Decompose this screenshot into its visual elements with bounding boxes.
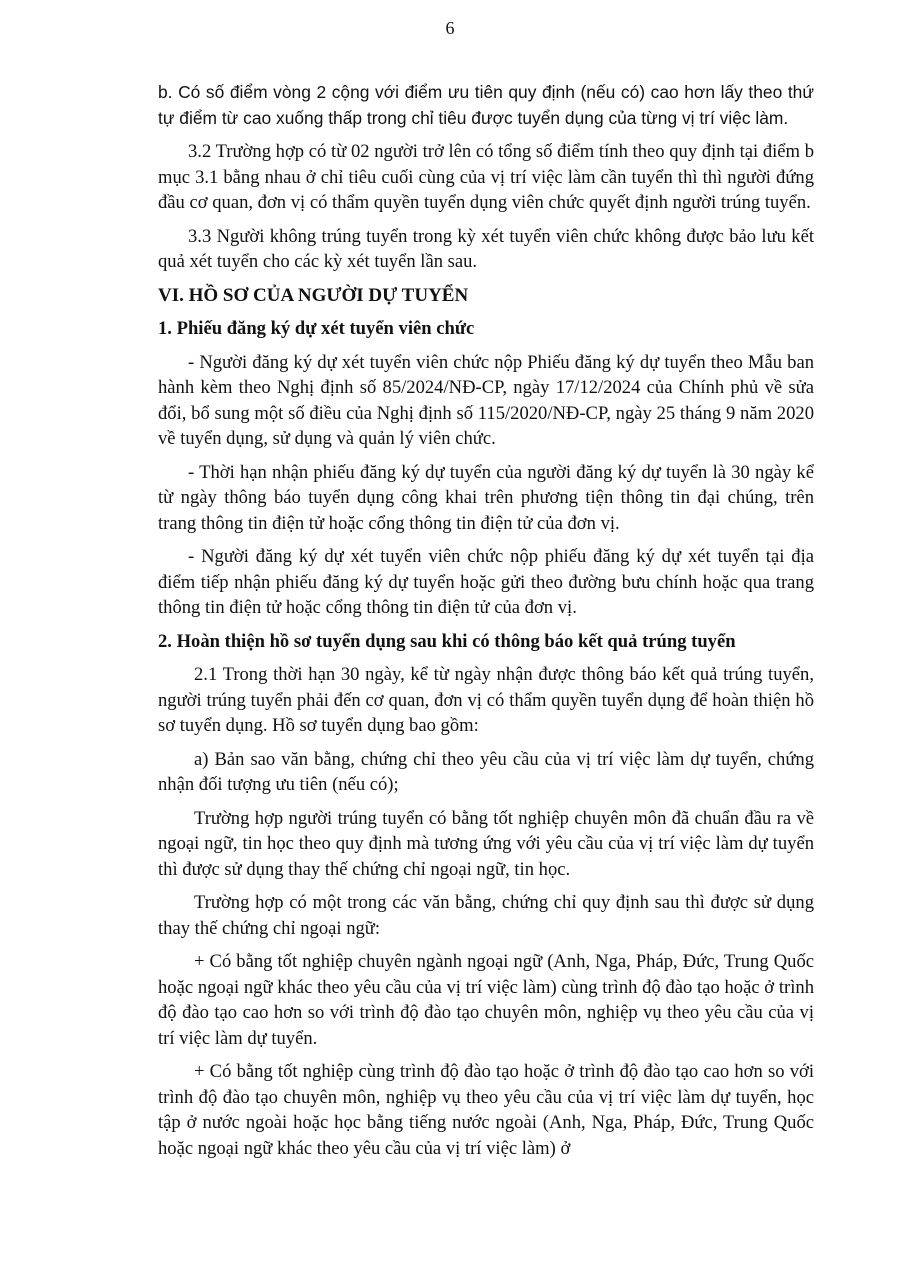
paragraph-2-1: 2.1 Trong thời hạn 30 ngày, kể từ ngày nhận được thông báo kết quả trúng tuyển, người trúng tuyển phải đến cơ quan, đơn vị có thẩm quyền tuyển dụng để hoàn thiện hồ sơ tuyển dụng. Hồ sơ tuyển dụng bao gồm: — [158, 664, 814, 736]
paragraph-degree-substitution: Trường hợp người trúng tuyển có bằng tốt nghiệp chuyên môn đã chuẩn đầu ra về ngoại ngữ, tin học theo quy định mà tương ứng với yêu cầu của vị trí việc làm dự tuyển thì được sử dụng thay thế chứng chỉ ngoại ngữ, tin học. — [158, 807, 814, 880]
section-heading-vi: VI. HỒ SƠ CỦA NGƯỜI DỰ TUYỂN — [158, 284, 469, 306]
paragraph-3-1-b: b. Có số điểm vòng 2 cộng với điểm ưu tiên quy định (nếu có) cao hơn lấy theo thứ tự điểm từ cao xuống thấp trong chỉ tiêu được tuyển dụng của từng vị trí việc làm. — [158, 82, 814, 128]
paragraph-language-degree: + Có bằng tốt nghiệp chuyên ngành ngoại ngữ (Anh, Nga, Pháp, Đức, Trung Quốc hoặc ngoại ngữ khác theo yêu cầu của vị trí việc làm) cùng trình độ đào tạo hoặc ở trình độ đào tạo cao hơn so với trình độ đào tạo chuyên môn, nghiệp vụ theo yêu cầu của vị trí việc làm dự tuyển. — [158, 951, 814, 1049]
paragraph-study-abroad: + Có bằng tốt nghiệp cùng trình độ đào tạo hoặc ở trình độ đào tạo cao hơn so với trình độ đào tạo chuyên môn, nghiệp vụ theo yêu cầu của vị trí việc làm dự tuyển, học tập ở nước ngoài hoặc học bằng tiếng nước ngoài (Anh, Nga, Pháp, Đức, Trung Quốc hoặc ngoại ngữ khác theo yêu cầu của vị trí việc làm) ở — [158, 1061, 814, 1159]
paragraph-registration-form: - Người đăng ký dự xét tuyển viên chức nộp Phiếu đăng ký dự tuyển theo Mẫu ban hành kèm theo Nghị định số 85/2024/NĐ-CP, ngày 17/12/2024 của Chính phủ về sửa đổi, bổ sung một số điều của Nghị định số 115/2020/NĐ-CP, ngày 25 tháng 9 năm 2020 về tuyển dụng, sử dụng và quản lý viên chức. — [158, 351, 814, 449]
paragraph-registration-submission: - Người đăng ký dự xét tuyển viên chức nộp phiếu đăng ký dự xét tuyển tại địa điểm tiếp nhận phiếu đăng ký dự tuyển hoặc gửi theo đường bưu chính hoặc qua trang thông tin điện tử hoặc cổng thông tin điện tử của đơn vị. — [158, 546, 814, 618]
document-body — [158, 80, 814, 1169]
page-number: 6 — [445, 18, 455, 38]
paragraph-3-3: 3.3 Người không trúng tuyển trong kỳ xét tuyển viên chức không được bảo lưu kết quả xét tuyển cho các kỳ xét tuyển lần sau. — [158, 225, 814, 272]
paragraph-2-1-a: a) Bản sao văn bằng, chứng chỉ theo yêu cầu của vị trí việc làm dự tuyển, chứng nhận đối tượng ưu tiên (nếu có); — [158, 748, 814, 795]
subsection-heading-1: 1. Phiếu đăng ký dự xét tuyển viên chức — [158, 318, 475, 339]
subsection-heading-2: 2. Hoàn thiện hồ sơ tuyển dụng sau khi có thông báo kết quả trúng tuyển — [158, 630, 736, 652]
paragraph-language-substitution: Trường hợp có một trong các văn bằng, chứng chỉ quy định sau thì được sử dụng thay thế chứng chỉ ngoại ngữ: — [158, 892, 814, 939]
paragraph-3-2: 3.2 Trường hợp có từ 02 người trở lên có tổng số điểm tính theo quy định tại điểm b mục 3.1 bằng nhau ở chỉ tiêu cuối cùng của vị trí việc làm cần tuyển thì thì người đứng đầu cơ quan, đơn vị có thẩm quyền tuyển dụng viên chức quyết định người trúng tuyển. — [158, 141, 814, 213]
paragraph-registration-deadline: - Thời hạn nhận phiếu đăng ký dự tuyển của người đăng ký dự tuyển là 30 ngày kể từ ngày thông báo tuyển dụng công khai trên phương tiện thông tin đại chúng, trên trang thông tin điện tử hoặc cổng thông tin điện tử của đơn vị. — [158, 461, 814, 534]
